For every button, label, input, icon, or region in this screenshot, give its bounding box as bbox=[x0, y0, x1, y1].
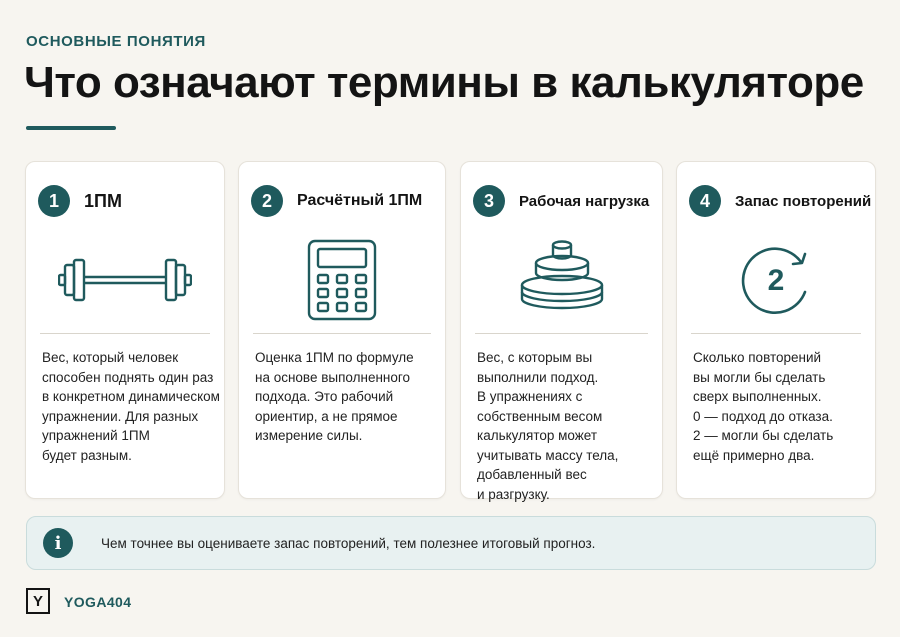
card-description bbox=[477, 348, 654, 504]
description-line: выполнили подход. bbox=[477, 369, 599, 385]
description-line: будет разным. bbox=[42, 447, 132, 463]
page-title: Что означают термины в калькуляторе bbox=[24, 58, 864, 107]
brand-name: YOGA404 bbox=[64, 594, 132, 610]
card-header bbox=[251, 184, 437, 218]
title-underline bbox=[26, 126, 116, 130]
term-card-reps-in-reserve bbox=[676, 161, 876, 499]
term-card-working-load bbox=[460, 161, 663, 502]
description-line: В упражнениях с bbox=[477, 389, 583, 404]
card-title: 1ПМ bbox=[84, 190, 122, 211]
description-line: собственным весом bbox=[477, 408, 603, 424]
card-divider bbox=[253, 333, 431, 334]
card-number-badge: 4 bbox=[689, 185, 721, 217]
description-line: учитывать массу тела, bbox=[477, 447, 619, 463]
barbell-icon bbox=[26, 230, 224, 330]
card-divider bbox=[691, 333, 861, 334]
description-line: и разгрузку. bbox=[477, 486, 550, 502]
description-line: на основе выполненного bbox=[255, 369, 411, 385]
weight-plates-icon bbox=[461, 230, 662, 330]
card-number-badge: 3 bbox=[473, 185, 505, 217]
card-description bbox=[255, 348, 437, 446]
calculator-icon bbox=[239, 230, 445, 330]
description-line: Вес, с которым вы bbox=[477, 350, 593, 365]
card-title: Расчётный 1ПМ bbox=[297, 192, 423, 209]
card-title: Рабочая нагрузка bbox=[519, 192, 650, 210]
description-line: Сколько повторений bbox=[693, 350, 822, 365]
card-divider bbox=[40, 333, 210, 334]
description-line: подхода. Это рабочий bbox=[255, 389, 394, 404]
description-line: 2 — могли бы сделать bbox=[693, 428, 834, 443]
description-line: упражнении. Для разных bbox=[42, 408, 199, 424]
description-line: способен поднять один раз bbox=[42, 369, 214, 385]
description-line: сверх выполненных. bbox=[693, 389, 822, 404]
description-line: Оценка 1ПМ по формуле bbox=[255, 350, 414, 365]
description-line: упражнений 1ПМ bbox=[42, 428, 150, 443]
card-header bbox=[38, 184, 216, 218]
term-card-1rm bbox=[25, 161, 225, 499]
description-line: ориентир, а не прямое bbox=[255, 408, 398, 424]
description-line: 0 — подход до отказа. bbox=[693, 408, 833, 424]
card-title: Запас повторений bbox=[735, 192, 872, 210]
info-icon: i bbox=[43, 528, 73, 558]
term-card-estimated-1rm bbox=[238, 161, 446, 499]
reps-cycle-icon bbox=[677, 230, 875, 330]
description-line: калькулятор может bbox=[477, 428, 598, 443]
description-line: ещё примерно два. bbox=[693, 447, 815, 463]
info-text: Чем точнее вы оцениваете запас повторений, тем полезнее итоговый прогноз. bbox=[101, 535, 596, 551]
description-line: в конкретном динамическом bbox=[42, 389, 220, 404]
card-number-badge: 2 bbox=[251, 185, 283, 217]
reps-value: 2 bbox=[767, 264, 785, 297]
section-kicker: ОСНОВНЫЕ ПОНЯТИЯ bbox=[26, 33, 206, 50]
card-description bbox=[693, 348, 867, 465]
card-divider bbox=[475, 333, 648, 334]
description-line: вы могли бы сделать bbox=[693, 369, 826, 385]
card-header bbox=[689, 184, 872, 218]
card-number-badge: 1 bbox=[38, 185, 70, 217]
card-header bbox=[473, 184, 654, 218]
description-line: Вес, который человек bbox=[42, 350, 179, 365]
card-description bbox=[42, 348, 220, 465]
description-line: добавленный вес bbox=[477, 467, 587, 482]
info-banner bbox=[26, 516, 876, 570]
description-line: измерение силы. bbox=[255, 428, 363, 443]
brand-logo: Y bbox=[26, 588, 50, 614]
